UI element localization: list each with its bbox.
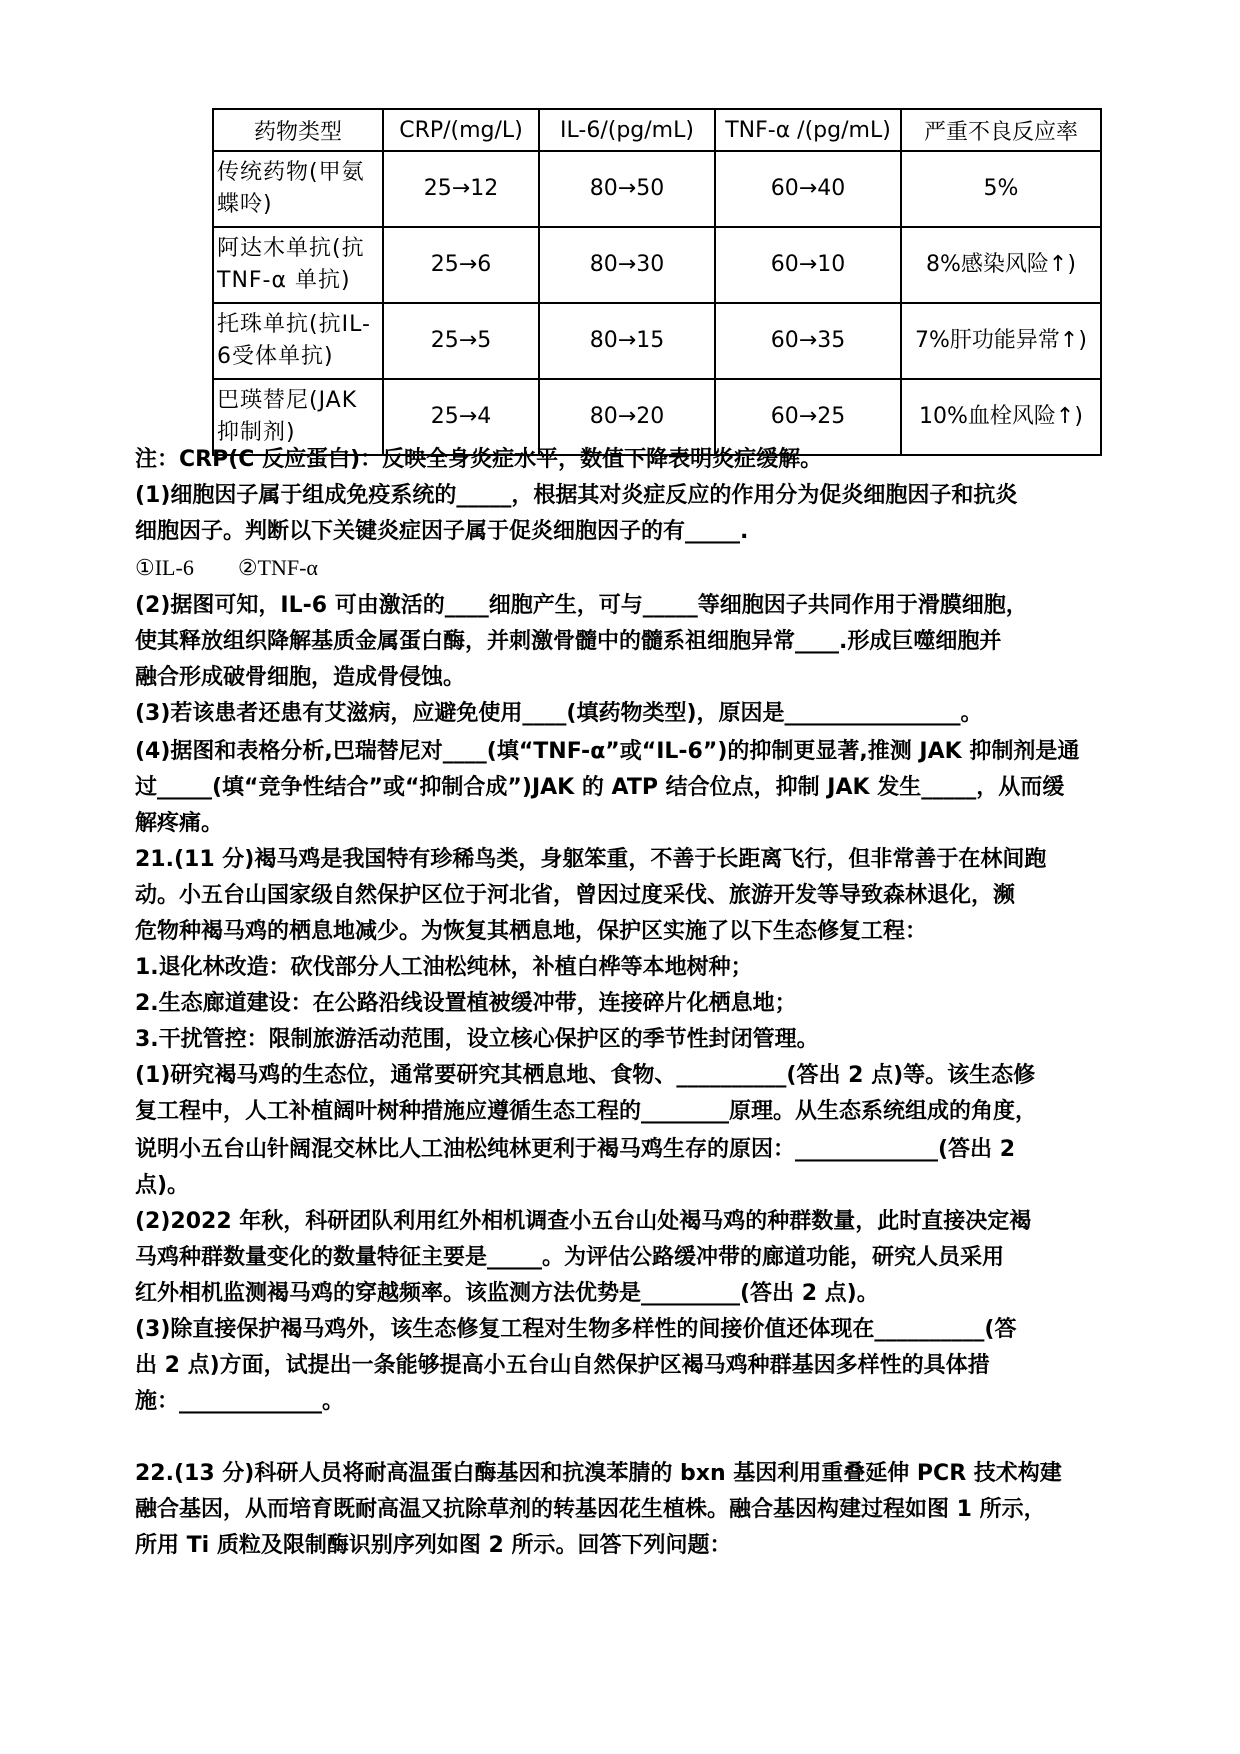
cell-tnf: 60→40 [715, 151, 901, 227]
q20-2-line2: 使其释放组织降解基质金属蛋白酶，并刺激骨髓中的髓系祖细胞异常____.形成巨噬细胞并 [135, 629, 1002, 654]
cell-tnf: 60→35 [715, 303, 901, 379]
cell-drug-name: 托珠单抗(抗IL-6受体单抗) [213, 303, 383, 379]
cell-adverse-rate: 5% [901, 151, 1101, 227]
cell-il6: 80→20 [539, 379, 715, 455]
table-header-row [213, 109, 1101, 151]
q20-1-line1: (1)细胞因子属于组成免疫系统的_____，根据其对炎症反应的作用分为促炎细胞因子和抗炎 [135, 483, 1018, 508]
q22-stem-line2: 融合基因，从而培育既耐高温又抗除草剂的转基因花生植株。融合基因构建过程如图 1 所示， [135, 1497, 1046, 1522]
cell-tnf: 60→25 [715, 379, 901, 455]
q21-measure-1: 1.退化林改造：砍伐部分人工油松纯林，补植白桦等本地树种； [135, 955, 753, 980]
q21-1-line4: 点)。 [135, 1173, 190, 1198]
q20-2-line1: (2)据图可知，IL-6 可由激活的____细胞产生，可与_____等细胞因子共同作用于滑膜细胞， [135, 593, 1028, 618]
cell-il6: 80→50 [539, 151, 715, 227]
q20-1-options: ①IL-6 ②TNF-α [135, 555, 318, 580]
q21-measure-3: 3.干扰管控：限制旅游活动范围，设立核心保护区的季节性封闭管理。 [135, 1027, 819, 1052]
q21-2-line3: 红外相机监测褐马鸡的穿越频率。该监测方法优势是_________(答出 2 点)。 [135, 1281, 879, 1306]
cell-tnf: 60→10 [715, 227, 901, 303]
q21-stem-line1: 21.(11 分)褐马鸡是我国特有珍稀鸟类，身躯笨重，不善于长距离飞行，但非常善于在林间跑 [135, 847, 1047, 872]
q21-1-line1: (1)研究褐马鸡的生态位，通常要研究其栖息地、食物、__________(答出 2 点)等。该生态修 [135, 1063, 1036, 1088]
cell-crp: 25→4 [383, 379, 539, 455]
cell-adverse-rate: 10%血栓风险↑) [901, 379, 1101, 455]
table-note: 注：CRP(C 反应蛋白)：反映全身炎症水平，数值下降表明炎症缓解。 [135, 447, 823, 472]
cell-drug-name: 阿达木单抗(抗TNF-α 单抗) [213, 227, 383, 303]
q22-stem-line1: 22.(13 分)科研人员将耐高温蛋白酶基因和抗溴苯腈的 bxn 基因利用重叠延伸 PCR 技术构建 [135, 1461, 1062, 1486]
table-row [213, 303, 1101, 379]
q20-4-line1: (4)据图和表格分析,巴瑞替尼对____(填“TNF-α”或“IL-6”)的抑制更显著,推测 JAK 抑制剂是通 [135, 739, 1080, 764]
cell-crp: 25→6 [383, 227, 539, 303]
table-row [213, 151, 1101, 227]
q20-4-line3: 解疼痛。 [135, 811, 224, 836]
q21-3-line2: 出 2 点)方面，试提出一条能够提高小五台山自然保护区褐马鸡种群基因多样性的具体措 [135, 1353, 990, 1378]
header-crp: CRP/(mg/L) [383, 109, 539, 151]
header-drug-type: 药物类型 [213, 109, 383, 151]
cell-drug-name: 巴瑛替尼(JAK抑制剂) [213, 379, 383, 455]
q21-2-line1: (2)2022 年秋，科研团队利用红外相机调查小五台山处褐马鸡的种群数量，此时直接决定褐 [135, 1209, 1032, 1234]
header-adverse-rate: 严重不良反应率 [901, 109, 1101, 151]
q21-measure-2: 2.生态廊道建设：在公路沿线设置植被缓冲带，连接碎片化栖息地； [135, 991, 797, 1016]
cell-crp: 25→5 [383, 303, 539, 379]
q20-1-line2: 细胞因子。判断以下关键炎症因子属于促炎细胞因子的有_____. [135, 519, 749, 544]
q21-stem-line3: 危物种褐马鸡的栖息地减少。为恢复其栖息地，保护区实施了以下生态修复工程： [135, 919, 928, 944]
q21-3-line3: 施：_____________。 [135, 1389, 345, 1414]
table-row [213, 227, 1101, 303]
cell-drug-name: 传统药物(甲氨蝶呤) [213, 151, 383, 227]
drug-comparison-table [212, 108, 1102, 456]
q20-2-line3: 融合形成破骨细胞，造成骨侵蚀。 [135, 665, 466, 690]
header-il6: IL-6/(pg/mL) [539, 109, 715, 151]
q21-stem-line2: 动。小五台山国家级自然保护区位于河北省，曾因过度采伐、旅游开发等导致森林退化，濒 [135, 883, 1016, 908]
q20-3-line1: (3)若该患者还患有艾滋病，应避免使用____(填药物类型)，原因是________________。 [135, 701, 983, 726]
cell-il6: 80→15 [539, 303, 715, 379]
q21-3-line1: (3)除直接保护褐马鸡外，该生态修复工程对生物多样性的间接价值还体现在__________(答 [135, 1317, 1017, 1342]
cell-crp: 25→12 [383, 151, 539, 227]
cell-il6: 80→30 [539, 227, 715, 303]
cell-adverse-rate: 8%感染风险↑) [901, 227, 1101, 303]
q21-2-line2: 马鸡种群数量变化的数量特征主要是_____。为评估公路缓冲带的廊道功能，研究人员采用 [135, 1245, 1005, 1270]
q20-4-line2: 过_____(填“竞争性结合”或“抑制合成”)JAK 的 ATP 结合位点，抑制 JAK 发生_____，从而缓 [135, 775, 1065, 800]
q21-1-line3: 说明小五台山针阔混交林比人工油松纯林更利于褐马鸡生存的原因：_____________(答出 2 [135, 1137, 1016, 1162]
cell-adverse-rate: 7%肝功能异常↑) [901, 303, 1101, 379]
q22-stem-line3: 所用 Ti 质粒及限制酶识别序列如图 2 所示。回答下列问题： [135, 1533, 732, 1558]
q21-1-line2: 复工程中，人工补植阔叶树种措施应遵循生态工程的________原理。从生态系统组成的角度， [135, 1099, 1038, 1124]
table-row [213, 379, 1101, 455]
header-tnf: TNF-α /(pg/mL) [715, 109, 901, 151]
